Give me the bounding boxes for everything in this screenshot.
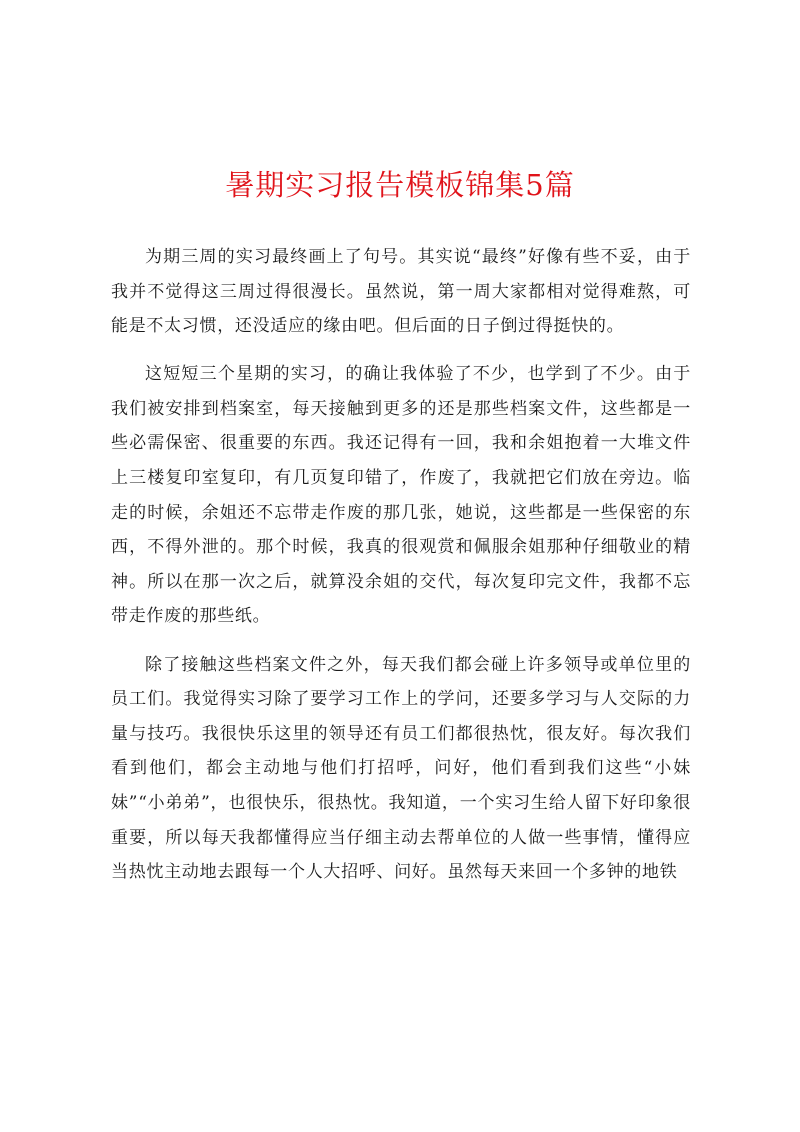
paragraph-2: 这短短三个星期的实习，的确让我体验了不少，也学到了不少。由于我们被安排到档案室，每天接触到更多的还是那些档案文件，这些都是一些必需保密、很重要的东西。我还记得有一回，我和余姐抱着一大堆文件上三楼复印室复印，有几页复印错了，作废了，我就把它们放在旁边。临走的时候，余姐还不忘带走作废的那几张，她说，这些都是一些保密的东西，不得外泄的。那个时候，我真的很观赏和佩服余姐那种仔细敬业的精神。所以在那一次之后，就算没余姐的交代，每次复印完文件，我都不忘带走作废的那些纸。 — [111, 364, 691, 627]
paragraph-3: 除了接触这些档案文件之外，每天我们都会碰上许多领导或单位里的员工们。我觉得实习除了要学习工作上的学问，还要多学习与人交际的力量与技巧。我很快乐这里的领导还有员工们都很热忱，很友好。每次我们看到他们，都会主动地与他们打招呼，问好，他们看到我们这些“小妹妹”“小弟弟”，也很快乐，很热忱。我知道，一个实习生给人留下好印象很重要，所以每天我都懂得应当仔细主动去帮单位的人做一些事情，懂得应当热忱主动地去跟每一个人大招呼、问好。虽然每天来回一个多钟的地铁 — [111, 654, 691, 883]
document-body — [111, 240, 691, 903]
paragraph-1: 为期三周的实习最终画上了句号。其实说“最终”好像有些不妥，由于我并不觉得这三周过得很漫长。虽然说，第一周大家都相对觉得难熬，可能是不太习惯，还没适应的缘由吧。但后面的日子倒过得挺快的。 — [111, 247, 691, 337]
document-title: 暑期实习报告模板锦集5篇 — [225, 168, 575, 202]
